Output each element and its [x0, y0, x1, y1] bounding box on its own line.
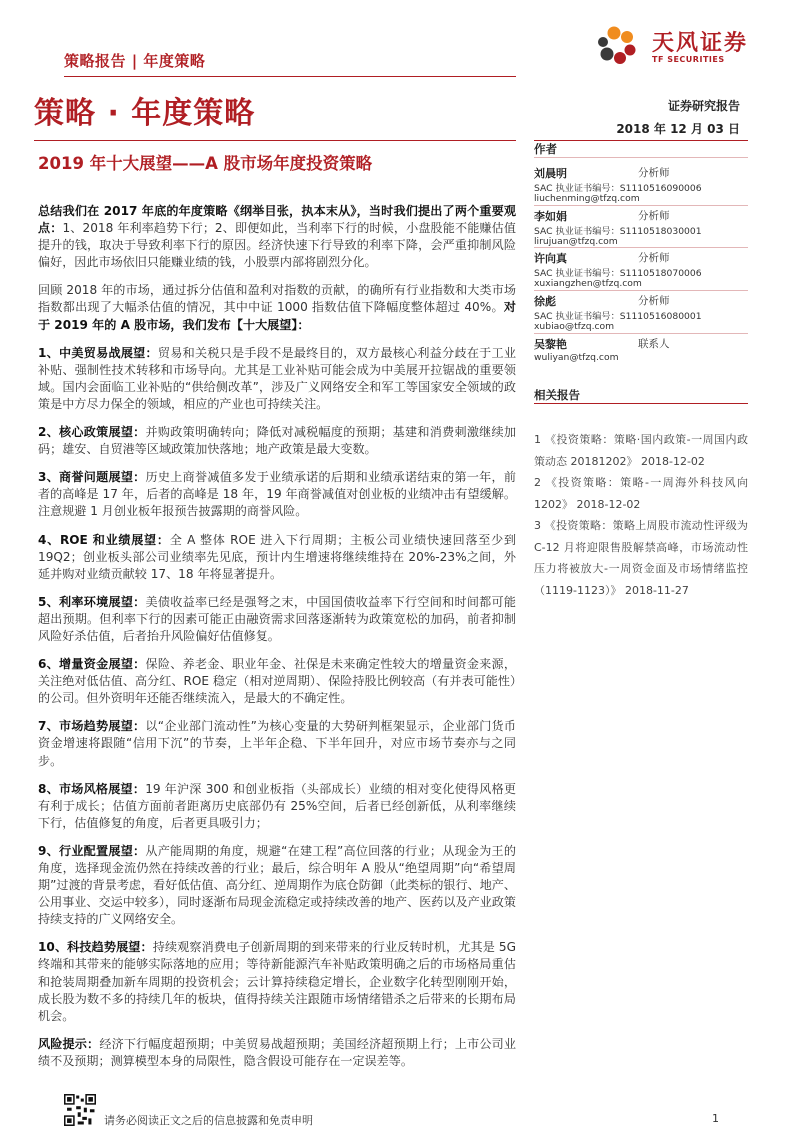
page-number: 1	[712, 1112, 719, 1125]
summary-paragraph: 总结我们在 2017 年底的年度策略《纲举目张，执本末从》，当时我们提出了两个重要观点：1、2018 年利率趋势下行；2、即便如此，当利率下行的时候，小盘股能不能赚估值提升的钱，取决于导致利率下行的原因。经济快速下行导致的利率下降，会严重抑制风险偏好，因此市场依旧只能赚业绩的钱，小股票内部将剧烈分化。	[38, 204, 516, 270]
title-divider	[34, 140, 516, 141]
outlook-7: 7、市场趋势展望：以“企业部门流动性”为核心变量的大势研判框架显示，企业部门货币资金增速将跟随“信用下沉”的节奏，上半年企稳、下半年回升，对应市场节奏亦与之同步。	[38, 719, 516, 768]
outlook-1: 1、中美贸易战展望：贸易和关税只是手段不是最终目的，双方最核心利益分歧在于工业补贴、强制性技术转移和市场导向。尤其是工业补贴可能会成为中美展开拉锯战的重要领域。国内会面临工业补贴的“供给侧改革”，涉及广义网络安全和军工等国家安全领域的政策是中方尽力保全的领域，相应的产业也可持续关注。	[38, 345, 516, 411]
author-divider	[534, 333, 748, 334]
outlook-3: 3、商誉问题展望：历史上商誉减值多发于业绩承诺的后期和业绩承诺结束的第一年，前者的高峰是 17 年，后者的高峰是 18 年，19 年商誉减值对创业板的业绩冲击有望缓解。注意规避 1 月创业板年报预告披露期的商誉风险。	[38, 470, 516, 519]
author-email[interactable]: xubiao@tfzq.com	[534, 321, 615, 332]
report-type: 证券研究报告	[667, 99, 740, 113]
author-cert: SAC 执业证书编号：S1110518070006	[534, 268, 702, 279]
outlook-4: 4、ROE 和业绩展望：全 A 整体 ROE 进入下行周期；主板公司业绩快速回落至少到 19Q2；创业板头部公司业绩率先见底，预计内生增速将继续维持在 20%-23%之间，外延并购对业绩贡献较 17、18 年将显著提升。	[38, 532, 517, 581]
author-divider	[534, 247, 748, 248]
author-role: 分析师	[638, 167, 670, 179]
related-report-item[interactable]: 1 《投资策略：策略·国内政策-一周国内政策动态 20181202》 2018-12-02	[534, 433, 748, 468]
related-reports-heading: 相关报告	[534, 388, 580, 402]
report-body	[38, 203, 516, 1081]
risk-warning: 风险提示：经济下行幅度超预期；中美贸易战超预期；美国经济超预期上行；上市公司业绩不及预期；测算模型本身的局限性，隐含假设可能存在一定误差等。	[38, 1036, 516, 1068]
author-email[interactable]: xuxiangzhen@tfzq.com	[534, 278, 642, 289]
outlook-6: 6、增量资金展望：保险、养老金、职业年金、社保是未来确定性较大的增量资金来源，关注绝对低估值、高分红、ROE 稳定（相对逆周期）、保险持股比例较高（有并表可能性）的公司。但外资明年还能否继续流入，是最大的不确定性。	[38, 657, 516, 706]
author-name: 刘晨明	[534, 167, 567, 180]
authors-heading: 作者	[534, 142, 557, 156]
report-subtitle: 2019 年十大展望——A 股市场年度投资策略	[38, 154, 373, 173]
author-email[interactable]: liuchenming@tfzq.com	[534, 193, 640, 204]
review-paragraph: 回顾 2018 年的市场，通过拆分估值和盈利对指数的贡献，的确所有行业指数和大类市场指数都出现了大幅杀估值的情况，其中中证 1000 指数估值下降幅度整体超过 40%。对于 2019 年的 A 股市场，我们发布【十大展望】：	[38, 283, 516, 332]
author-name: 徐彪	[534, 295, 556, 308]
outlook-9: 9、行业配置展望：从产能周期的角度，规避“在建工程”高位回落的行业；从现金为王的角度，选择现金流仍然在持续改善的行业；最后，综合明年 A 股从“绝望周期”向“希望周期”过渡的背景考虑，看好低估值、高分红、逆周期作为底仓防御（此类标的银行、地产、公用事业、交运中较多），同时逐渐布局现金流稳定或持续改善的地产、医药以及产业政策持续支持的广义网络安全。	[38, 843, 516, 927]
related-reports-list	[534, 429, 748, 601]
qr-code-icon	[64, 1094, 96, 1126]
author-role: 分析师	[638, 210, 670, 222]
related-report-item[interactable]: 2 《投资策略：策略-一周海外科技风向 1202》 2018-12-02	[534, 476, 748, 511]
brand-name-en: TF SECURITIES	[652, 55, 725, 64]
author-name: 李如娟	[534, 210, 567, 223]
outlook-10: 10、科技趋势展望：持续观察消费电子创新周期的到来带来的行业反转时机，尤其是 5G 终端和其带来的能够实际落地的应用；等待新能源汽车补贴政策明确之后的市场格局重估和抢装周期叠加新车周期的投资机会；云计算持续稳定增长，企业数字化转型刚刚开始，成长股为数不多的持续几年的板块，值得持续关注跟随市场情绪错杀之后带来的长期布局机会。	[38, 940, 516, 1023]
author-email[interactable]: wuliyan@tfzq.com	[534, 352, 619, 363]
footer-disclaimer: 请务必阅读正文之后的信息披露和免责申明	[104, 1114, 313, 1127]
author-cert: SAC 执业证书编号：S1110516090006	[534, 183, 702, 194]
report-category-label: 策略报告 | 年度策略	[64, 52, 206, 70]
sidebar-divider	[534, 140, 748, 141]
related-divider	[534, 403, 748, 404]
author-role: 联系人	[638, 338, 670, 350]
header-divider	[64, 76, 516, 77]
outlook-8: 8、市场风格展望：19 年沪深 300 和创业板指（头部成长）业绩的相对变化使得风格更有利于成长；估值方面前者距离历史底部仍有 25%空间，后者已经创新低，从利率继续下行，估值修复的角度，后者更具吸引力；	[38, 781, 516, 830]
page-title: 策略 · 年度策略	[34, 96, 256, 131]
report-date: 2018 年 12 月 03 日	[616, 122, 740, 136]
outlook-2: 2、核心政策展望：并购政策明确转向；降低对减税幅度的预期；基建和消费刺激继续加码；雄安、自贸港等区域政策加快落地；地产政策是最大变数。	[38, 425, 516, 457]
author-divider	[534, 205, 748, 206]
author-cert: SAC 执业证书编号：S1110518030001	[534, 226, 702, 237]
author-divider	[534, 290, 748, 291]
brand-name-cn: 天风证券	[652, 31, 749, 56]
author-name: 吴黎艳	[534, 338, 567, 351]
author-role: 分析师	[638, 252, 670, 264]
outlook-5: 5、利率环境展望：美债收益率已经是强弩之末，中国国债收益率下行空间和时间都可能超出预期。但利率下行的因素可能正由融资需求回落逐渐转为政策宽松的加码，前者抑制风险好杀估值，后者抬升风险偏好估值修复。	[38, 594, 516, 643]
author-email[interactable]: lirujuan@tfzq.com	[534, 236, 618, 247]
author-name: 许向真	[534, 252, 567, 265]
author-role: 分析师	[638, 295, 670, 307]
authors-divider	[534, 157, 748, 158]
related-report-item[interactable]: 3 《投资策略：策略上周股市流动性评级为 C-12 月将迎限售股解禁高峰，市场流动性压力将被放大-一周资金面及市场情绪监控（1119-1123）》 2018-11-27	[534, 519, 748, 597]
author-cert: SAC 执业证书编号：S1110516080001	[534, 311, 702, 322]
